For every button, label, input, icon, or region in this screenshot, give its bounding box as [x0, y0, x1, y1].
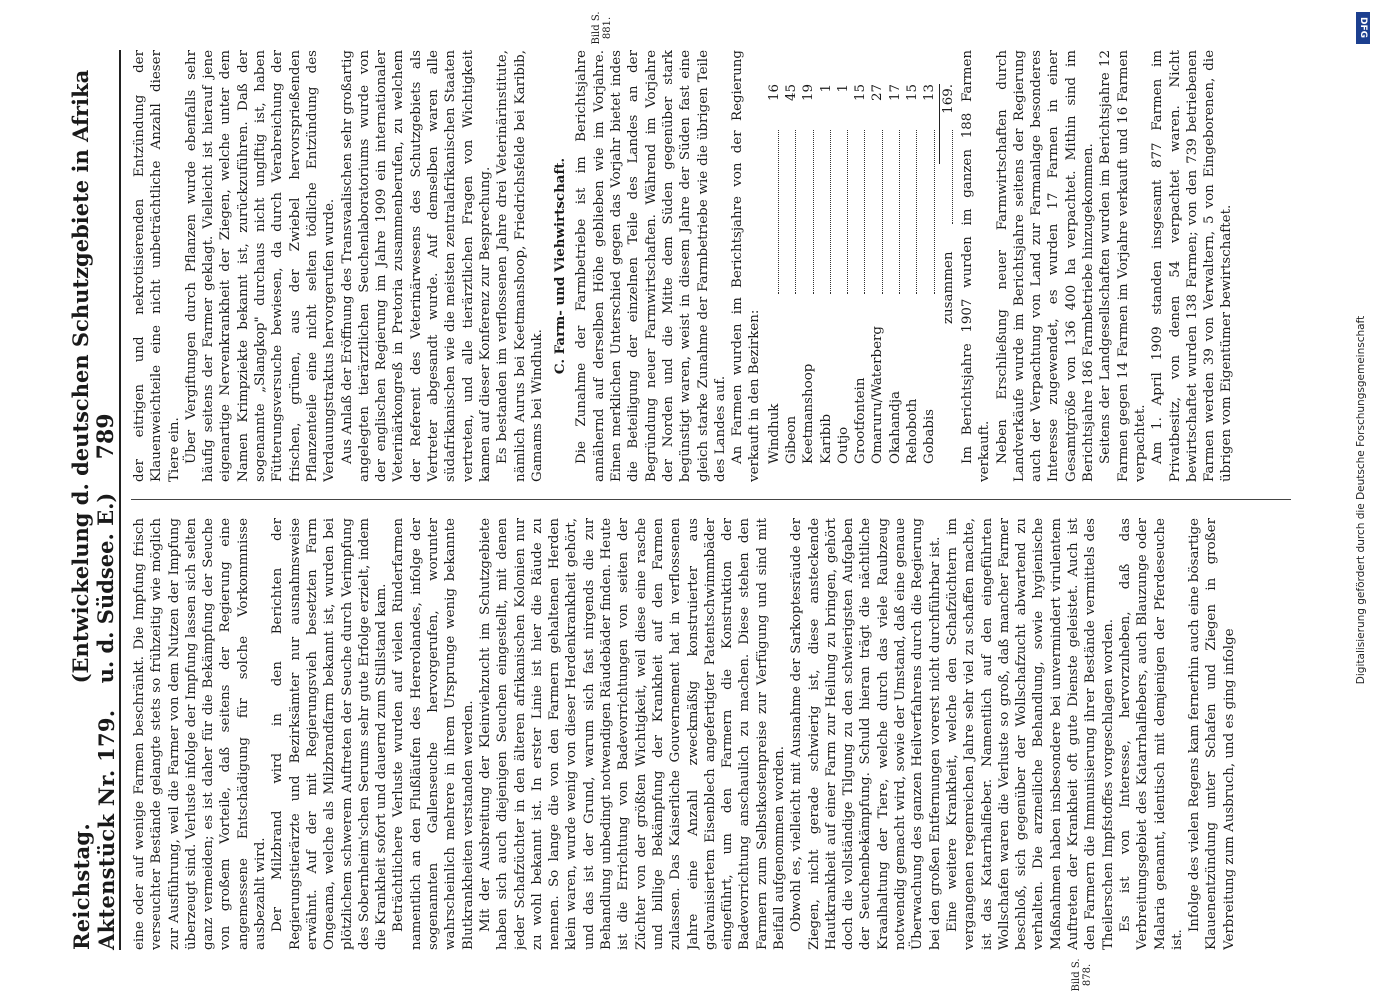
paragraph: Seitens der Landgesellschaften wurden im Berichtsjahre 12 Farmen gegen 14 Farmen im Vorjahre verkauft und 16 Farmen verpachtet.	[1098, 50, 1148, 482]
farm-count: 15	[853, 84, 869, 102]
paragraph: Über Vergiftungen durch Pflanzen wurde ebenfalls sehr häufig seitens der Farmer geklagt. Vielleicht ist hierauf jene eigenartige Nervenkrankheit der Ziegen, welche unter dem Namen Krimpziekte bekannt ist, zurückzuführen. Daß der sogenannte „Slangkop" durchaus nicht unglftig ist, haben Fütterungsversuche bewiesen, da durch Verabreichung der frischen, grünen, aus der Zwiebel hervorsprießenden Pflanzenteile eine nicht selten tödliche Entzündung des Verdauungstraktus hervorgerufen wurde.	[183, 50, 338, 482]
text-column-right	[131, 50, 1301, 482]
section-heading: C. Farm- und Viehwirtschaft.	[552, 157, 569, 375]
district-name: Gobabis	[922, 408, 938, 464]
farm-count: 19	[801, 84, 817, 102]
dfg-logo: DFG	[1356, 12, 1370, 44]
header-left-title: Reichstag. Aktenstück Nr. 179.	[69, 709, 119, 950]
digitization-credit	[1346, 8, 1376, 992]
table-total-row	[940, 84, 957, 464]
table-row	[887, 84, 904, 464]
header-right-title: (Entwickelung d. deutschen Schutzgebiete in Afrika u. d. Südsee. E.)	[68, 69, 118, 684]
table-row	[835, 84, 852, 464]
district-name: Rehoboth	[905, 398, 921, 464]
column-divider	[131, 499, 1291, 500]
district-name: Windhuk	[766, 403, 782, 464]
paragraph: der eitrigen und nekrotisierenden Entzündung der Klauenweichteile eine nicht unbeträchtliche Anzahl dieser Tiere ein.	[132, 50, 182, 482]
table-row	[800, 84, 817, 464]
farm-count: 16	[766, 84, 782, 102]
paragraph: Am 1. April 1909 standen insgesamt 877 Farmen im Privatbesitz, von denen 54 verpachtet waren. Nicht bewirtschaftet wurden 138 Farmen; von den 739 betriebenen Farmen werden 39 von Verwaltern, 5 von Eingeborenen, die übrigen vom Eigentümer bewirtschaftet.	[1150, 50, 1235, 482]
district-name: Gibeon	[783, 415, 799, 464]
page-number: 789	[93, 413, 119, 460]
paragraph: Aus Anlaß der Eröffnung des Transvaalischen sehr großartig angelegten tierärztlichen Seuchenlaboratoriums wurde von der englischen Regierung im Jahre 1909 ein internationaler Veterinärkongreß in Pretoria zusammenberufen, zu welchem der Referent des Veterinärwesens des Schutzgebiets als Vertreter abgesandt wurde. Auf demselben waren alle südafrikanischen wie die meisten zentralafrikanischen Staaten vertreten, und alle tierärztlichen Fragen von Wichtigkeit kamen auf dieser Konferenz zur Besprechung.	[339, 50, 493, 482]
table-row	[818, 84, 835, 464]
district-name: Karibib	[818, 413, 834, 464]
margin-note-left: Bild S. 878.	[1071, 958, 1093, 992]
table-row	[852, 84, 869, 464]
table-row	[869, 84, 886, 464]
district-name: Grootfontein	[853, 377, 869, 464]
farm-count: 15	[905, 84, 921, 102]
margin-note-right: Bild S. 881.	[591, 11, 613, 45]
paragraph: eine oder auf wenige Farmen beschränkt. Die Impfung frisch verseuchter Bestände gelangte stets so frühzeitig wie möglich zur Ausführung, weil die Farmer von dem Nutzen der Impfung überzeugt sind. Verluste infolge der Impfung lassen sich selten ganz vermeiden; es ist daher für die Bekämpfung der Seuche von großem Vorteile, daß seitens der Regierung eine angemessene Entschädigung für solche Vorkommnisse ausbezahlt wird.	[132, 518, 269, 950]
paragraph: Obwohl es, vielleicht mit Ausnahme der Sarkoptesräude der Ziegen, nicht gerade schwierig ist, diese ansteckende Hautkrankheit auf einer Farm zur Heilung zu bringen, gehört doch die vollständige Tilgung zu den schwierigsten Aufgaben der Seuchenbekämpfung. Schuld hieran trägt die nächtliche Kraalhaltung der Tiere, welche durch das viele Raubzeug notwendig gemacht wird, sowie der Umstand, daß eine genaue Überwachung des ganzen Heilverfahrens durch die Regierung bei den großen Entfernungen vorerst nicht durchführbar ist.	[789, 518, 943, 950]
farm-count: 1	[818, 84, 834, 93]
district-name: Keetmanshoop	[801, 363, 817, 464]
farm-count: 27	[870, 84, 886, 102]
total-value: 169.	[940, 84, 956, 114]
paragraph: Eine weitere Krankheit, welche den Schafzüchtern im vergangenen regenreichen Jahre sehr viel zu schaffen machte, ist das Katarrhalfieber. Namentlich auf den eingeführten Wollschafen waren die Verluste so groß, daß mancher Farmer beschloß, sich gegenüber der Wollschafzucht abwartend zu verhalten. Die arzneiliche Behandlung, sowie hygienische Maßnahmen haben insbesondere bei unvermindert virulentem Auftreten der Krankheit oft gute Dienste geleistet. Auch ist den Farmern die Immunisierung ihrer Bestände vermittels des Theilerschen Impfstoffes vorgeschlagen worden.	[944, 518, 1116, 950]
paragraph: Der Milzbrand wird in den Berichten der Regierungstierärzte und Bezirksämter nur ausnahmsweise erwähnt. Auf der mit Regierungsvieh besetzten Farm Ongeama, welche als Milzbrandfarm bekannt ist, wurden bei plötzlichem schwerem Auftreten der Seuche durch Verimpfung des Sobernheim'schen Serums sehr gute Erfolge erzielt, indem die Krankheit sofort und dauernd zum Stillstand kam.	[270, 518, 390, 950]
table-row	[766, 84, 783, 464]
table-row	[783, 84, 800, 464]
total-label: zusammen	[940, 251, 956, 324]
paragraph: Es bestanden im verflossenen Jahre drei Veterinärinstitute, nämlich Aurus bei Keetmanshoop, Friedrichsfelde bei Karibib, Gamams bei Windhuk.	[495, 50, 545, 482]
farm-count: 45	[783, 84, 799, 102]
farm-count: 1	[835, 84, 851, 93]
table-row	[921, 84, 938, 464]
paragraph: Beträchtlichere Verluste wurden auf vielen Rinderfarmen namentlich an den Flußläufen des Hererolandes, infolge der sogenannten Gallenseuche hervorgerufen, worunter wahrscheinlich mehrere in ihrem Ursprunge wenig bekannte Blutkrankheiten verstanden werden.	[391, 518, 476, 950]
district-name: Okahandja	[887, 390, 903, 464]
farm-count: 17	[887, 84, 903, 102]
text-column-left	[131, 518, 1301, 950]
district-name: Omaruru/Waterberg	[870, 326, 886, 464]
digitization-note: Digitalisierung gefördert durch die Deutsche Forschungsgemeinschaft	[1355, 315, 1367, 685]
paragraph: Neben Erschließung neuer Farmwirtschaften durch Landverkäufe wurde im Berichtsjahre seitens der Regierung auch der Verpachtung von Land zur Farmanlage besonderes Interesse zugewendet, es wurden 17 Farmen in einer Gesamtgröße von 136 400 ha verpachtet. Mithin sind im Berichtsjahre 186 Farmbetriebe hinzugekommen.	[994, 50, 1097, 482]
paragraph: Die Zunahme der Farmbetriebe ist im Berichtsjahre annähernd auf derselben Höhe geblieben wie im Vorjahre. Einen merklichen Unterschied gegen das Vorjahr bietet indes die Beteiligung der einzelnen Teile des Landes an der Begründung neuer Farmwirtschaften. Während im Vorjahre der Norden und die Mitte dem Süden gegenüber stark begünstigt waren, weist in diesem Jahre der Süden fast eine gleich starke Zunahme der Farmbetriebe wie die übrigen Teile des Landes auf.	[574, 50, 728, 482]
paragraph: Infolge des vielen Regens kam fernerhin auch eine bösartige Klauenentzündung unter Schafen und Ziegen in großer Verbreitung zum Ausbruch, und es ging infolge	[1187, 518, 1237, 950]
header-right	[68, 50, 119, 683]
district-name: Outjo	[835, 426, 851, 464]
paragraph: Es ist von Interesse, hervorzuheben, daß das Verbreitungsgebiet des Katarrhalfiebers, auch Blauzunge oder Malaria genannt, identisch mit demjenigen der Pferdeseuche ist.	[1117, 518, 1185, 950]
paragraph: Mit der Ausbreitung der Kleinviehzucht im Schutzgebiete haben sich auch diejenigen Seuchen eingestellt, mit denen jeder Schafzüchter in den älteren afrikanischen Kolonien nur zu wohl bekannt ist. In erster Linie ist hier die Räude zu nennen. So lange die von den Farmern gehaltenen Herden klein waren, wurde wenig von dieser Herdenkrankheit gehört, und das ist der Grund, warum sich fast nirgends die zur Behandlung unbedingt notwendigen Räudebäder finden. Heute ist die Errichtung von Badevorrichtungen von seiten der Züchter von der größten Wichtigkeit, weil diese eine rasche und billige Bekämpfung der Krankheit auf den Farmen zulassen. Das Kaiserliche Gouvernement hat in verflossenen Jahre eine Anzahl zweckmäßig konstruierter aus galvanisiertem Eisenblech angefertigter Patentschwimmbäder eingeführt, um den Farmern die Konstruktion der Badevorrichtung anschaulich zu machen. Diese stehen den Farmern zum Selbstkostenpreise zur Verfügung und sind mit Beifall aufgenommen worden.	[477, 518, 787, 950]
paragraph: An Farmen wurden im Berichtsjahre von der Regierung verkauft in den Bezirken:	[730, 50, 763, 482]
table-row	[904, 84, 921, 464]
document-page	[68, 11, 1311, 992]
paragraph: Im Berichtsjahre 1907 wurden im ganzen 188 Farmen verkauft.	[959, 50, 993, 482]
page-header	[68, 50, 121, 950]
farm-count: 13	[922, 84, 938, 102]
farm-sales-table	[766, 84, 957, 464]
